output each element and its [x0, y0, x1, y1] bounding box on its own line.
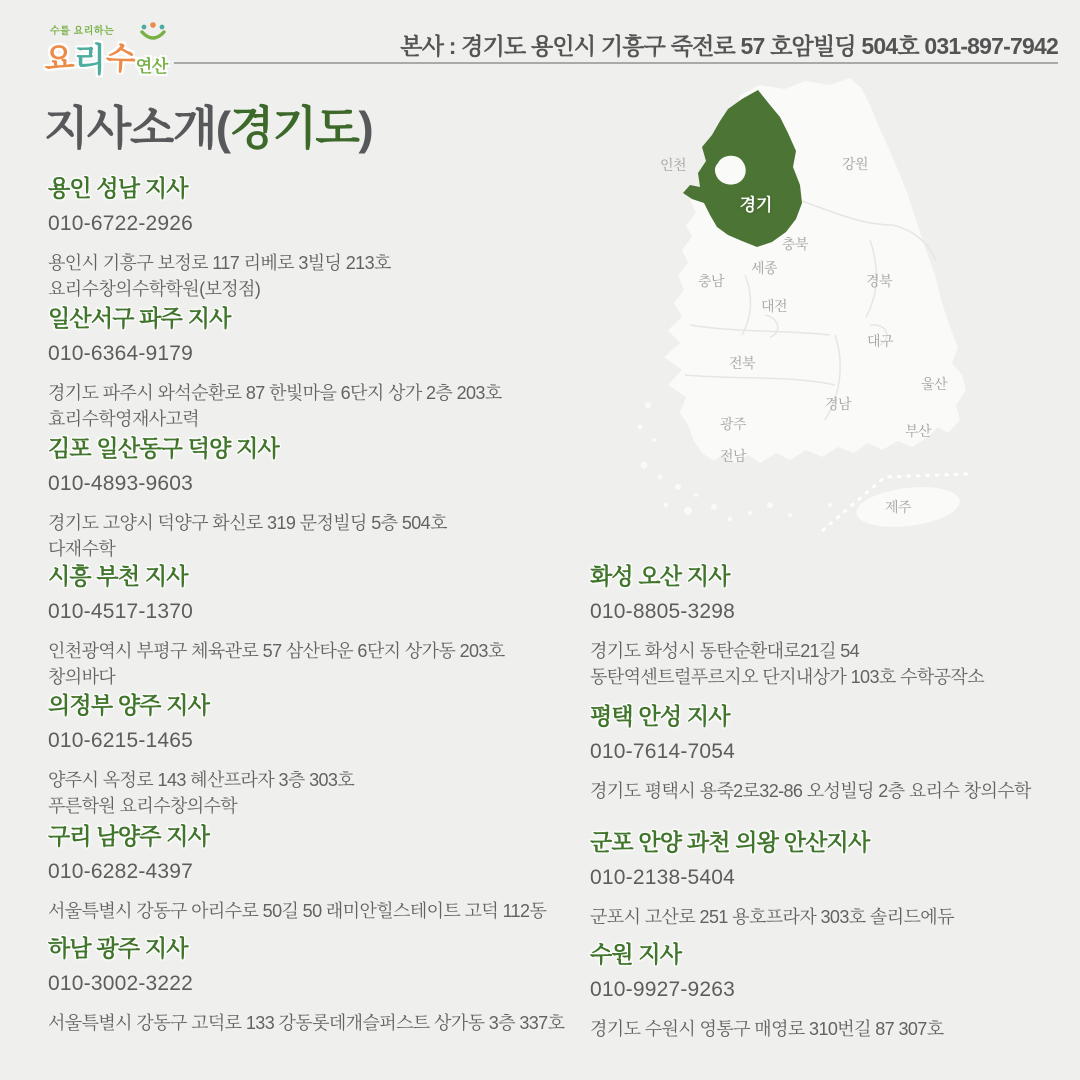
region-label-chungbuk: 충북 [781, 236, 809, 252]
branch-phone: 010-9927-9263 [590, 978, 736, 1001]
branch-name: 시흥 부천 지사 [48, 563, 188, 589]
branch-card [48, 300, 502, 432]
branch-address-line1: 서울특별시 강동구 아리수로 50길 50 래미안힐스테이트 고덕 112동 [48, 901, 547, 921]
branch-address-line1: 군포시 고산로 251 용호프라자 303호 솔리드에듀 [590, 907, 954, 927]
branch-card [590, 936, 944, 1042]
branch-card [48, 818, 546, 924]
branch-phone: 010-4893-9603 [48, 472, 194, 495]
branch-address-line1: 경기도 화성시 동탄순환대로21길 54 [590, 641, 860, 661]
branch-address-line1: 경기도 고양시 덕양구 화신로 319 문정빌딩 5층 504호 [48, 513, 447, 533]
branch-address-line2: 창의바다 [48, 667, 116, 688]
page-title-prefix: 지사소개( [44, 102, 230, 154]
smiley-icon [136, 22, 170, 42]
region-label-ulsan: 울산 [920, 376, 948, 392]
branch-phone: 010-6282-4397 [48, 860, 194, 883]
logo-tagline: 수를 요리하는 [50, 26, 115, 37]
region-label-daejeon: 대전 [760, 298, 788, 314]
region-label-sejong: 세종 [750, 260, 778, 276]
branch-phone: 010-6364-9179 [48, 342, 194, 365]
header-divider [174, 62, 1058, 64]
branch-address-line1: 인천광역시 부평구 체육관로 57 삼산타운 6단지 상가동 203호 [48, 641, 505, 661]
branch-address-line2: 다재수학 [48, 539, 116, 560]
branch-name: 구리 남양주 지사 [48, 823, 210, 849]
branch-card [48, 930, 564, 1036]
region-label-daegu: 대구 [866, 333, 894, 349]
logo-char-ri: 리 [73, 41, 106, 78]
branch-phone: 010-8805-3298 [590, 600, 736, 623]
region-label-gyeongnam: 경남 [824, 396, 852, 412]
region-label-incheon: 인천 [659, 157, 687, 173]
region-label-busan: 부산 [904, 423, 932, 439]
branch-address-line1: 경기도 수원시 영통구 매영로 310번길 87 307호 [590, 1019, 944, 1039]
branch-card [590, 558, 984, 690]
branch-phone: 010-6722-2926 [48, 212, 194, 235]
region-label-gyeonggi: 경기 [739, 195, 773, 215]
region-label-chungnam: 충남 [697, 273, 725, 289]
branch-phone: 010-4517-1370 [48, 600, 194, 623]
hq-address: 본사 : 경기도 용인시 기흥구 죽전로 57 호암빌딩 504호 031-897-7942 [400, 33, 1058, 59]
branch-card [590, 698, 1031, 804]
branch-name: 일산서구 파주 지사 [48, 305, 231, 331]
branch-name: 평택 안성 지사 [590, 703, 730, 729]
branch-card [48, 687, 354, 819]
branch-card [590, 824, 954, 930]
branch-address-line2: 요리수창의수학학원(보정점) [48, 279, 261, 300]
region-label-gyeongbuk: 경북 [865, 273, 893, 289]
branch-name: 화성 오산 지사 [590, 563, 730, 589]
korea-map [630, 75, 1080, 575]
branch-phone: 010-6215-1465 [48, 729, 194, 752]
branch-phone: 010-7614-7054 [590, 740, 736, 763]
page-title-region: 경기도 [229, 102, 359, 154]
page-title-suffix: ) [358, 102, 373, 154]
branch-name: 의정부 양주 지사 [48, 692, 210, 718]
branch-address-line2: 효리수학영재사고력 [48, 409, 200, 430]
branch-phone: 010-3002-3222 [48, 972, 194, 995]
logo [44, 20, 184, 90]
region-label-gangwon: 강원 [841, 156, 869, 172]
logo-char-yo: 요 [43, 39, 76, 77]
branch-address-line1: 경기도 파주시 와석순환로 87 한빛마을 6단지 상가 2층 203호 [48, 383, 502, 403]
branch-name: 용인 성남 지사 [48, 175, 188, 201]
branch-address-line1: 서울특별시 강동구 고덕로 133 강동롯데개슬퍼스트 상가동 3층 337호 [48, 1013, 565, 1033]
branch-address-line1: 양주시 옥정로 143 혜산프라자 3층 303호 [48, 770, 355, 790]
page-title [44, 92, 372, 158]
branch-address-line1: 경기도 평택시 용죽2로32-86 오성빌딩 2층 요리수 창의수학 [590, 781, 1031, 801]
branch-name: 수원 지사 [590, 941, 682, 967]
branch-phone: 010-2138-5404 [590, 866, 736, 889]
branch-card [48, 430, 447, 562]
region-label-jeju: 제주 [884, 499, 912, 515]
region-label-jeonbuk: 전북 [728, 355, 756, 371]
branch-card [48, 558, 505, 690]
branch-name: 군포 안양 과천 의왕 안산지사 [590, 829, 870, 855]
branch-address-line2: 동탄역센트럴푸르지오 단지내상가 103호 수학공작소 [590, 667, 984, 688]
korea-map-svg [630, 75, 1080, 575]
branch-address-line2: 푸른학원 요리수창의수학 [48, 796, 238, 817]
region-label-jeonnam: 전남 [719, 448, 747, 464]
branch-name: 김포 일산동구 덕양 지사 [48, 435, 279, 461]
logo-char-su: 수 [104, 40, 137, 77]
branch-name: 하남 광주 지사 [48, 935, 188, 961]
branch-card [48, 170, 391, 302]
region-label-gwangju: 광주 [719, 416, 747, 432]
branch-address-line1: 용인시 기흥구 보정로 117 리베로 3빌딩 213호 [48, 253, 391, 273]
logo-suffix: 연산 [135, 57, 168, 76]
